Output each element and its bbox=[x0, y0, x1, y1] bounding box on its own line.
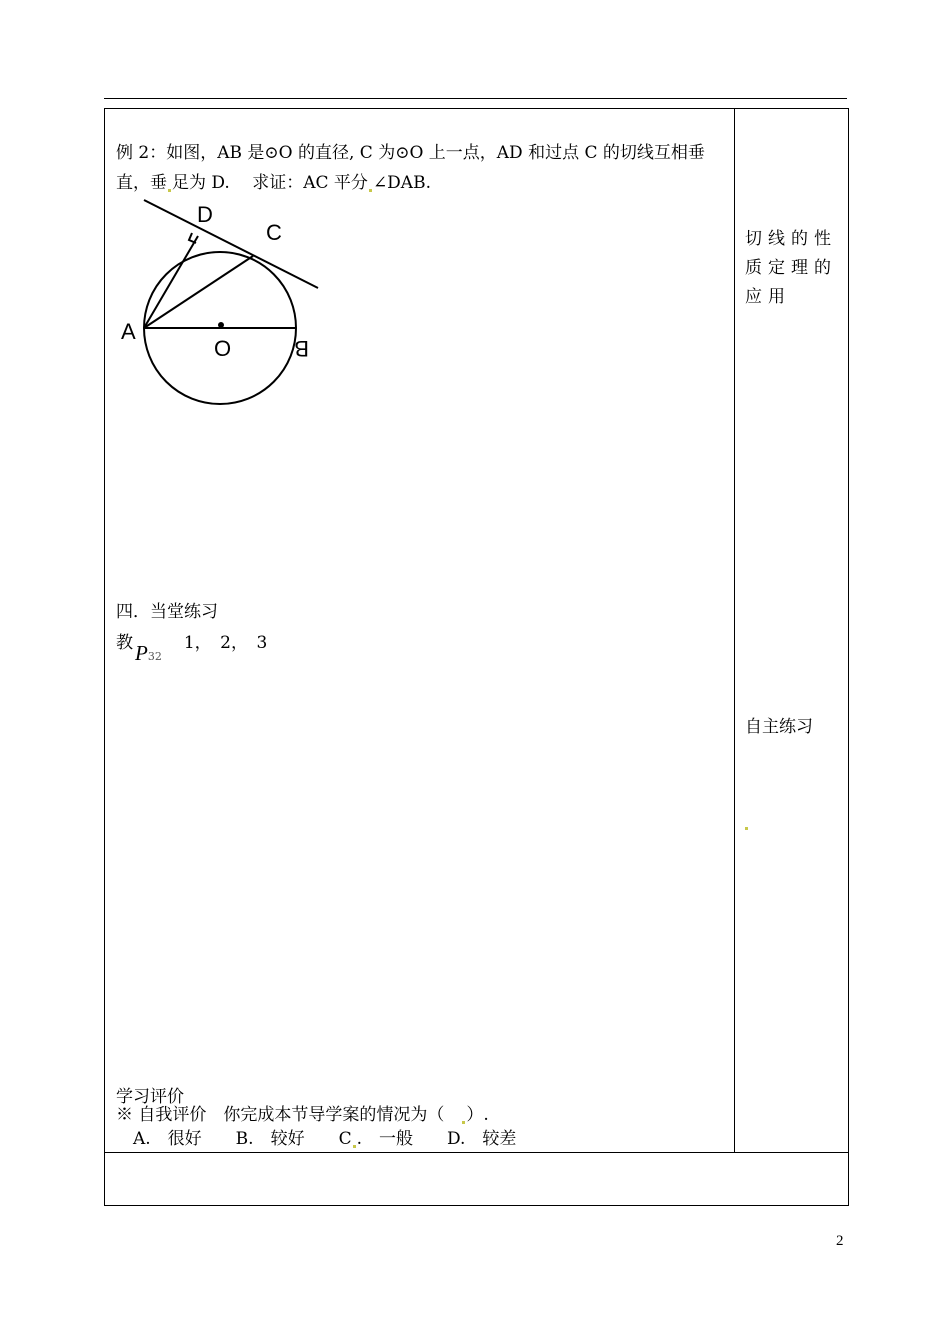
label-b: B bbox=[294, 336, 309, 361]
column-divider bbox=[734, 108, 735, 1152]
sidebar-note-practice: 自主练习 bbox=[745, 717, 813, 737]
center-point-o bbox=[218, 322, 224, 328]
evaluation-options: A. 很好 B. 较好 C . 一般 D. 较差 bbox=[133, 1129, 517, 1149]
label-d: D bbox=[197, 202, 213, 227]
section-4-title: 四．当堂练习 bbox=[116, 602, 218, 622]
self-evaluation-prompt: ※ 自我评价 你完成本节导学案的情况为（ ）. bbox=[116, 1105, 489, 1125]
segment-ad bbox=[144, 236, 198, 328]
header-rule bbox=[104, 98, 847, 99]
segment-ac bbox=[144, 256, 253, 328]
evaluation-title: 学习评价 bbox=[116, 1087, 184, 1107]
label-a: A bbox=[121, 319, 136, 344]
example-line-1: 例 2：如图，AB 是⊙O 的直径, C 为⊙O 上一点，AD 和过点 C 的切线互相垂 bbox=[116, 143, 705, 163]
sidebar-note-tangent: 切线的性质定理的应用 bbox=[745, 229, 837, 307]
page-number: 2 bbox=[836, 1233, 844, 1249]
geometry-figure bbox=[110, 190, 340, 430]
mark-dot bbox=[353, 1145, 356, 1148]
label-c: C bbox=[266, 220, 282, 245]
page-ref: P32 bbox=[135, 641, 162, 665]
tangent-line bbox=[144, 200, 318, 288]
mark-dot bbox=[745, 827, 748, 830]
textbook-exercises: 教P321， 2， 3 bbox=[116, 633, 268, 665]
example-line-2: 直，垂 足为 D. 求证：AC 平分 ∠DAB. bbox=[116, 173, 431, 193]
right-angle-mark bbox=[189, 233, 196, 243]
mark-dot bbox=[369, 189, 372, 192]
example-2 bbox=[116, 138, 726, 198]
label-o: O bbox=[214, 336, 232, 361]
